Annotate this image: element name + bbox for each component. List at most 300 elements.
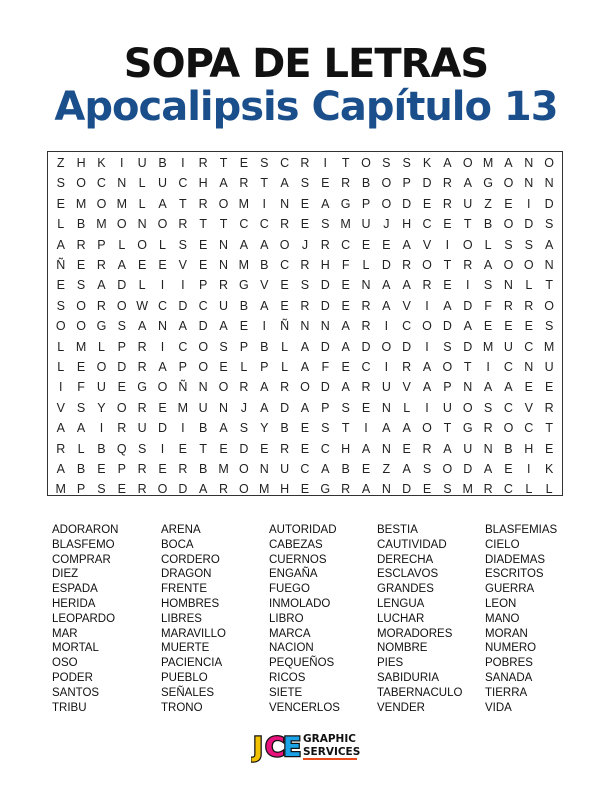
grid-cell[interactable]: T (545, 278, 554, 293)
grid-cell[interactable]: M (543, 339, 555, 354)
grid-cell[interactable]: E (422, 196, 432, 211)
grid-cell[interactable]: I (384, 360, 389, 374)
grid-cell[interactable]: A (504, 156, 514, 170)
grid-cell[interactable]: M (116, 196, 128, 211)
grid-cell[interactable]: A (504, 380, 514, 395)
grid-cell[interactable]: A (56, 421, 66, 436)
grid-cell[interactable]: C (259, 217, 270, 232)
grid-cell[interactable]: E (524, 319, 534, 334)
grid-cell[interactable]: R (239, 176, 249, 191)
grid-cell[interactable]: G (96, 319, 107, 334)
grid-cell[interactable]: S (137, 441, 147, 456)
grid-cell[interactable]: S (422, 462, 432, 476)
grid-cell[interactable]: T (341, 421, 350, 436)
grid-cell[interactable]: R (483, 482, 494, 497)
grid-cell[interactable]: O (55, 319, 67, 334)
grid-cell[interactable]: N (300, 319, 310, 334)
grid-cell[interactable]: I (160, 441, 165, 456)
grid-cell[interactable]: E (158, 462, 168, 476)
grid-cell[interactable]: G (462, 421, 474, 436)
grid-cell[interactable]: U (544, 360, 555, 374)
grid-cell[interactable]: R (137, 400, 148, 415)
grid-cell[interactable]: N (524, 360, 534, 374)
grid-cell[interactable]: E (361, 462, 371, 476)
grid-cell[interactable]: I (99, 421, 104, 436)
grid-cell[interactable]: O (116, 298, 128, 313)
grid-cell[interactable]: N (198, 380, 209, 395)
grid-cell[interactable]: B (341, 462, 351, 476)
grid-cell[interactable]: O (157, 380, 168, 395)
grid-cell[interactable]: O (422, 258, 433, 272)
grid-cell[interactable]: R (402, 258, 412, 272)
grid-cell[interactable]: N (381, 441, 392, 456)
grid-cell[interactable]: N (463, 380, 473, 395)
grid-cell[interactable]: N (117, 176, 127, 191)
grid-cell[interactable]: E (341, 298, 351, 313)
grid-cell[interactable]: E (300, 217, 310, 232)
grid-cell[interactable]: I (527, 462, 532, 476)
grid-cell[interactable]: D (361, 339, 372, 354)
grid-cell[interactable]: L (403, 400, 411, 415)
grid-cell[interactable]: V (56, 400, 66, 415)
grid-cell[interactable]: E (280, 278, 290, 293)
grid-cell[interactable]: G (483, 176, 494, 191)
grid-cell[interactable]: R (178, 217, 188, 232)
grid-cell[interactable]: R (219, 278, 229, 293)
grid-cell[interactable]: I (181, 278, 186, 293)
grid-cell[interactable]: C (361, 360, 372, 374)
grid-cell[interactable]: O (503, 176, 514, 191)
grid-cell[interactable]: B (483, 217, 493, 232)
grid-cell[interactable]: O (96, 196, 107, 211)
grid-cell[interactable]: R (361, 319, 372, 334)
grid-cell[interactable]: A (76, 421, 86, 436)
grid-cell[interactable]: N (524, 176, 534, 191)
grid-cell[interactable]: A (137, 319, 147, 334)
grid-cell[interactable]: A (56, 462, 66, 476)
grid-cell[interactable]: D (320, 339, 331, 354)
grid-cell[interactable]: O (157, 217, 168, 232)
grid-cell[interactable]: L (545, 482, 554, 497)
grid-cell[interactable]: D (280, 400, 290, 415)
grid-cell[interactable]: S (402, 156, 412, 170)
grid-cell[interactable]: S (321, 217, 330, 232)
grid-cell[interactable]: B (76, 462, 86, 476)
grid-cell[interactable]: E (219, 441, 229, 456)
grid-cell[interactable]: T (219, 156, 228, 170)
grid-cell[interactable]: B (280, 421, 290, 436)
grid-cell[interactable]: A (260, 380, 269, 395)
grid-cell[interactable]: A (443, 441, 453, 456)
grid-cell[interactable]: L (484, 237, 493, 252)
grid-cell[interactable]: F (341, 258, 350, 272)
grid-cell[interactable]: W (136, 298, 149, 313)
grid-cell[interactable]: S (260, 156, 269, 170)
grid-cell[interactable]: T (463, 217, 473, 232)
grid-cell[interactable]: S (483, 278, 493, 293)
grid-cell[interactable]: S (483, 400, 493, 415)
grid-cell[interactable]: O (157, 482, 168, 497)
grid-cell[interactable]: B (199, 421, 208, 436)
grid-cell[interactable]: E (361, 400, 371, 415)
grid-cell[interactable]: M (96, 217, 108, 232)
grid-cell[interactable]: T (341, 156, 350, 170)
grid-cell[interactable]: R (544, 400, 555, 415)
grid-cell[interactable]: M (340, 217, 352, 232)
grid-cell[interactable]: P (402, 176, 412, 191)
grid-cell[interactable]: C (341, 237, 351, 252)
grid-cell[interactable]: M (482, 156, 494, 170)
grid-cell[interactable]: R (463, 258, 473, 272)
grid-cell[interactable]: C (280, 156, 290, 170)
grid-cell[interactable]: E (137, 258, 147, 272)
grid-cell[interactable]: G (137, 380, 148, 395)
grid-cell[interactable]: A (158, 360, 168, 374)
grid-cell[interactable]: T (443, 421, 452, 436)
grid-cell[interactable]: M (482, 339, 494, 354)
grid-cell[interactable]: L (240, 360, 248, 374)
grid-cell[interactable]: E (199, 237, 208, 252)
grid-cell[interactable]: G (239, 278, 250, 293)
grid-cell[interactable]: R (219, 482, 229, 497)
grid-cell[interactable]: O (116, 217, 128, 232)
grid-cell[interactable]: Ñ (178, 380, 188, 395)
grid-cell[interactable]: M (238, 258, 250, 272)
grid-cell[interactable]: E (544, 380, 554, 395)
grid-cell[interactable]: E (97, 462, 107, 476)
grid-cell[interactable]: R (137, 482, 148, 497)
grid-cell[interactable]: H (524, 441, 534, 456)
grid-cell[interactable]: E (117, 380, 127, 395)
grid-cell[interactable]: E (524, 380, 534, 395)
grid-cell[interactable]: A (260, 298, 269, 313)
grid-cell[interactable]: E (321, 176, 330, 191)
grid-cell[interactable]: P (117, 339, 127, 354)
grid-cell[interactable]: R (137, 462, 148, 476)
grid-cell[interactable]: O (503, 421, 514, 436)
grid-cell[interactable]: A (178, 319, 188, 334)
grid-cell[interactable]: R (361, 380, 372, 395)
grid-cell[interactable]: P (260, 360, 269, 374)
grid-cell[interactable]: S (76, 400, 86, 415)
grid-cell[interactable]: C (402, 319, 412, 334)
grid-cell[interactable]: U (198, 400, 209, 415)
grid-cell[interactable]: C (300, 462, 310, 476)
grid-cell[interactable]: U (96, 380, 107, 395)
grid-cell[interactable]: V (402, 380, 412, 395)
grid-cell[interactable]: P (97, 237, 107, 252)
grid-cell[interactable]: N (259, 462, 270, 476)
grid-cell[interactable]: O (96, 360, 107, 374)
grid-cell[interactable]: V (260, 278, 269, 293)
grid-cell[interactable]: D (157, 421, 168, 436)
grid-cell[interactable]: O (462, 237, 474, 252)
grid-cell[interactable]: L (525, 482, 533, 497)
grid-cell[interactable]: U (361, 217, 372, 232)
grid-cell[interactable]: S (443, 482, 453, 497)
grid-cell[interactable]: M (177, 400, 189, 415)
grid-cell[interactable]: T (463, 360, 473, 374)
grid-cell[interactable]: H (198, 176, 209, 191)
grid-cell[interactable]: S (524, 237, 534, 252)
grid-cell[interactable]: A (280, 176, 290, 191)
grid-cell[interactable]: B (158, 156, 168, 170)
grid-cell[interactable]: A (321, 462, 330, 476)
grid-cell[interactable]: S (300, 176, 310, 191)
grid-cell[interactable]: I (466, 278, 470, 293)
grid-cell[interactable]: D (117, 278, 127, 293)
grid-cell[interactable]: M (462, 482, 474, 497)
grid-cell[interactable]: E (239, 319, 249, 334)
grid-cell[interactable]: U (442, 400, 453, 415)
grid-cell[interactable]: D (320, 278, 331, 293)
grid-cell[interactable]: A (402, 278, 412, 293)
grid-cell[interactable]: R (178, 462, 188, 476)
grid-cell[interactable]: T (179, 196, 188, 211)
grid-cell[interactable]: I (425, 400, 430, 415)
grid-cell[interactable]: L (281, 360, 289, 374)
grid-cell[interactable]: Ñ (280, 319, 290, 334)
grid-cell[interactable]: D (198, 319, 209, 334)
grid-cell[interactable]: M (218, 462, 230, 476)
grid-cell[interactable]: T (199, 441, 208, 456)
grid-cell[interactable]: I (425, 298, 430, 313)
grid-cell[interactable]: E (260, 441, 269, 456)
grid-cell[interactable]: A (443, 156, 453, 170)
grid-cell[interactable]: L (138, 196, 147, 211)
grid-cell[interactable]: E (300, 441, 310, 456)
grid-cell[interactable]: E (158, 258, 168, 272)
grid-cell[interactable]: L (77, 441, 86, 456)
grid-cell[interactable]: A (402, 237, 412, 252)
grid-cell[interactable]: I (262, 319, 267, 334)
grid-cell[interactable]: O (422, 421, 433, 436)
grid-cell[interactable]: B (97, 441, 107, 456)
grid-cell[interactable]: C (280, 258, 290, 272)
grid-cell[interactable]: R (96, 258, 107, 272)
grid-cell[interactable]: E (422, 482, 432, 497)
grid-cell[interactable]: R (341, 176, 351, 191)
grid-cell[interactable]: S (76, 278, 86, 293)
grid-cell[interactable]: O (462, 156, 474, 170)
grid-cell[interactable]: E (300, 421, 310, 436)
grid-cell[interactable]: A (199, 482, 208, 497)
grid-cell[interactable]: I (364, 421, 369, 436)
grid-cell[interactable]: R (422, 441, 433, 456)
grid-cell[interactable]: O (279, 237, 290, 252)
grid-cell[interactable]: D (544, 196, 555, 211)
grid-cell[interactable]: S (56, 176, 66, 191)
grid-cell[interactable]: I (59, 380, 63, 395)
grid-cell[interactable]: A (117, 258, 127, 272)
grid-cell[interactable]: J (383, 217, 390, 232)
grid-cell[interactable]: V (524, 400, 534, 415)
grid-cell[interactable]: R (341, 482, 351, 497)
grid-cell[interactable]: R (320, 237, 331, 252)
grid-cell[interactable]: S (239, 421, 249, 436)
grid-cell[interactable]: O (544, 156, 555, 170)
grid-cell[interactable]: V (402, 298, 412, 313)
grid-cell[interactable]: R (483, 421, 494, 436)
grid-cell[interactable]: O (239, 482, 250, 497)
grid-cell[interactable]: L (138, 176, 147, 191)
grid-cell[interactable]: Q (116, 441, 128, 456)
grid-cell[interactable]: L (525, 278, 533, 293)
grid-cell[interactable]: P (443, 380, 453, 395)
grid-cell[interactable]: G (320, 482, 331, 497)
grid-cell[interactable]: A (219, 176, 229, 191)
grid-cell[interactable]: O (462, 400, 474, 415)
grid-cell[interactable]: O (76, 176, 87, 191)
grid-cell[interactable]: V (178, 258, 188, 272)
grid-cell[interactable]: I (445, 237, 450, 252)
grid-cell[interactable]: R (117, 421, 127, 436)
grid-cell[interactable]: E (361, 237, 371, 252)
grid-cell[interactable]: O (381, 196, 392, 211)
grid-cell[interactable]: P (178, 360, 188, 374)
grid-cell[interactable]: D (381, 258, 392, 272)
grid-cell[interactable]: O (381, 176, 392, 191)
grid-cell[interactable]: S (443, 339, 453, 354)
grid-cell[interactable]: S (382, 156, 392, 170)
grid-cell[interactable]: B (260, 258, 269, 272)
grid-cell[interactable]: T (545, 421, 554, 436)
grid-cell[interactable]: E (382, 237, 392, 252)
grid-cell[interactable]: Z (56, 156, 66, 170)
grid-cell[interactable]: D (524, 217, 534, 232)
grid-cell[interactable]: R (361, 298, 372, 313)
grid-cell[interactable]: B (361, 176, 371, 191)
grid-cell[interactable]: R (239, 380, 249, 395)
grid-cell[interactable]: I (160, 278, 165, 293)
grid-cell[interactable]: O (442, 360, 453, 374)
grid-cell[interactable]: O (503, 217, 514, 232)
grid-cell[interactable]: A (341, 339, 351, 354)
grid-cell[interactable]: E (504, 196, 514, 211)
grid-cell[interactable]: E (56, 278, 66, 293)
grid-cell[interactable]: E (300, 196, 310, 211)
grid-cell[interactable]: N (544, 176, 555, 191)
grid-cell[interactable]: A (300, 339, 310, 354)
grid-cell[interactable]: E (300, 482, 310, 497)
grid-cell[interactable]: K (544, 462, 554, 476)
grid-cell[interactable]: A (341, 319, 351, 334)
grid-cell[interactable]: G (340, 196, 351, 211)
grid-cell[interactable]: D (402, 339, 412, 354)
grid-cell[interactable]: A (463, 176, 473, 191)
grid-cell[interactable]: C (503, 482, 514, 497)
grid-cell[interactable]: C (198, 298, 209, 313)
grid-cell[interactable]: O (76, 319, 87, 334)
grid-cell[interactable]: B (76, 217, 86, 232)
grid-cell[interactable]: O (116, 400, 128, 415)
grid-cell[interactable]: R (422, 278, 433, 293)
grid-cell[interactable]: A (422, 380, 432, 395)
grid-cell[interactable]: A (321, 196, 330, 211)
grid-cell[interactable]: H (76, 156, 87, 170)
grid-cell[interactable]: E (76, 258, 86, 272)
grid-cell[interactable]: I (527, 196, 532, 211)
grid-cell[interactable]: U (463, 441, 473, 456)
grid-cell[interactable]: S (300, 278, 310, 293)
grid-cell[interactable]: K (97, 156, 107, 170)
grid-cell[interactable]: F (77, 380, 86, 395)
grid-cell[interactable]: L (159, 237, 167, 252)
grid-cell[interactable]: H (341, 441, 351, 456)
grid-cell[interactable]: Ñ (56, 258, 66, 272)
grid-cell[interactable]: D (402, 196, 412, 211)
grid-cell[interactable]: A (544, 237, 554, 252)
grid-cell[interactable]: L (281, 339, 289, 354)
grid-cell[interactable]: A (56, 237, 66, 252)
grid-cell[interactable]: F (484, 298, 493, 313)
grid-cell[interactable]: L (97, 339, 106, 354)
grid-cell[interactable]: I (160, 339, 165, 354)
grid-cell[interactable]: R (442, 196, 453, 211)
grid-cell[interactable]: U (280, 462, 290, 476)
grid-cell[interactable]: N (544, 258, 555, 272)
grid-cell[interactable]: R (280, 217, 290, 232)
grid-cell[interactable]: O (218, 196, 229, 211)
grid-cell[interactable]: E (341, 278, 351, 293)
grid-cell[interactable]: O (76, 298, 87, 313)
grid-cell[interactable]: D (178, 482, 188, 497)
grid-cell[interactable]: M (55, 482, 67, 497)
grid-cell[interactable]: N (219, 258, 229, 272)
grid-cell[interactable]: A (341, 380, 351, 395)
grid-cell[interactable]: I (486, 360, 491, 374)
grid-cell[interactable]: E (341, 360, 351, 374)
grid-cell[interactable]: A (97, 278, 107, 293)
grid-cell[interactable]: T (199, 217, 208, 232)
grid-cell[interactable]: O (198, 339, 209, 354)
grid-cell[interactable]: P (199, 278, 208, 293)
grid-cell[interactable]: C (178, 339, 188, 354)
grid-cell[interactable]: L (362, 258, 370, 272)
grid-cell[interactable]: A (382, 421, 392, 436)
grid-cell[interactable]: P (361, 196, 371, 211)
grid-cell[interactable]: R (442, 176, 453, 191)
grid-cell[interactable]: D (422, 176, 433, 191)
grid-cell[interactable]: D (463, 462, 473, 476)
grid-cell[interactable]: C (503, 400, 514, 415)
grid-cell[interactable]: R (198, 196, 209, 211)
grid-cell[interactable]: O (198, 360, 209, 374)
grid-cell[interactable]: C (320, 441, 331, 456)
grid-cell[interactable]: T (443, 258, 452, 272)
grid-cell[interactable]: R (300, 156, 310, 170)
grid-cell[interactable]: O (239, 462, 250, 476)
grid-cell[interactable]: O (361, 156, 372, 170)
grid-cell[interactable]: N (137, 217, 148, 232)
grid-cell[interactable]: I (425, 339, 430, 354)
grid-cell[interactable]: Z (382, 462, 391, 476)
grid-cell[interactable]: I (120, 156, 125, 170)
grid-cell[interactable]: A (382, 298, 392, 313)
grid-cell[interactable]: A (483, 258, 493, 272)
grid-cell[interactable]: J (240, 400, 248, 415)
grid-cell[interactable]: N (280, 196, 290, 211)
grid-cell[interactable]: D (402, 482, 412, 497)
grid-cell[interactable]: A (260, 400, 269, 415)
grid-cell[interactable]: Y (97, 400, 107, 415)
grid-cell[interactable]: R (280, 380, 290, 395)
grid-cell[interactable]: R (503, 298, 514, 313)
grid-cell[interactable]: P (76, 482, 86, 497)
grid-cell[interactable]: A (158, 196, 168, 211)
grid-cell[interactable]: C (157, 298, 168, 313)
grid-cell[interactable]: J (301, 237, 309, 252)
